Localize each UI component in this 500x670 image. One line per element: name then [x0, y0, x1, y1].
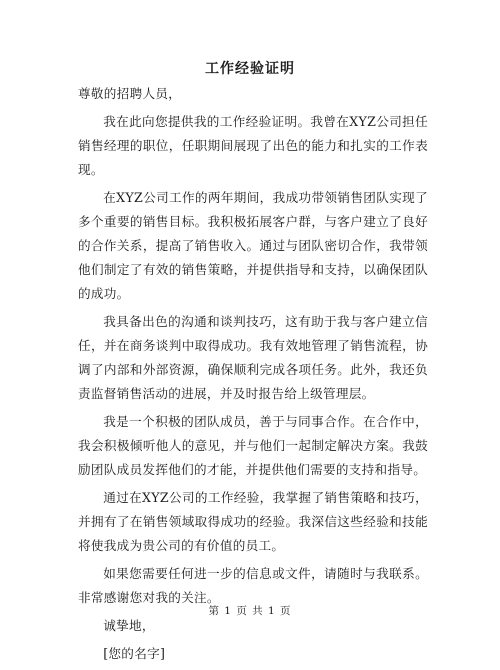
salutation: 尊敬的招聘人员， [78, 86, 182, 101]
document-title: 工作经验证明 [205, 61, 295, 77]
paragraph-teamwork: 我是一个积极的团队成员，善于与同事合作。在合作中，我会积极倾听他人的意见，并与他们一起制定解决方案。我鼓励团队成员发挥他们的才能，并提供他们需要的支持和指导。 [78, 414, 428, 477]
page-number-footer: 第 1 页 共 1 页 [208, 605, 292, 617]
paragraph-achievements: 在XYZ公司工作的两年期间，我成功带领销售团队实现了多个重要的销售目标。我积极拓展客户群，与客户建立了良好的合作关系，提高了销售收入。通过与团队密切合作，我带领他们制定了有效的销售策略，并提供指导和支持，以确保团队的成功。 [78, 190, 428, 301]
paragraph-summary: 通过在XYZ公司的工作经验，我掌握了销售策略和技巧，并拥有了在销售领域取得成功的经验。我深信这些经验和技能将使我成为贵公司的有价值的员工。 [78, 490, 428, 553]
closing: 诚挚地， [103, 618, 155, 633]
signature-placeholder: [您的名字] [103, 646, 166, 661]
paragraph-skills: 我具备出色的沟通和谈判技巧，这有助于我与客户建立信任，并在商务谈判中取得成功。我有效地管理了销售流程，协调了内部和外部资源，确保顺利完成各项任务。此外，我还负责监督销售活动的进展，并及时报告给上级管理层。 [78, 314, 428, 401]
paragraph-contact: 如果您需要任何进一步的信息或文件，请随时与我联系。非常感谢您对我的关注。 [78, 566, 428, 605]
paragraph-intro: 我在此向您提供我的工作经验证明。我曾在XYZ公司担任销售经理的职位，任职期间展现了出色的能力和扎实的工作表现。 [78, 114, 428, 177]
document-body [78, 82, 428, 670]
